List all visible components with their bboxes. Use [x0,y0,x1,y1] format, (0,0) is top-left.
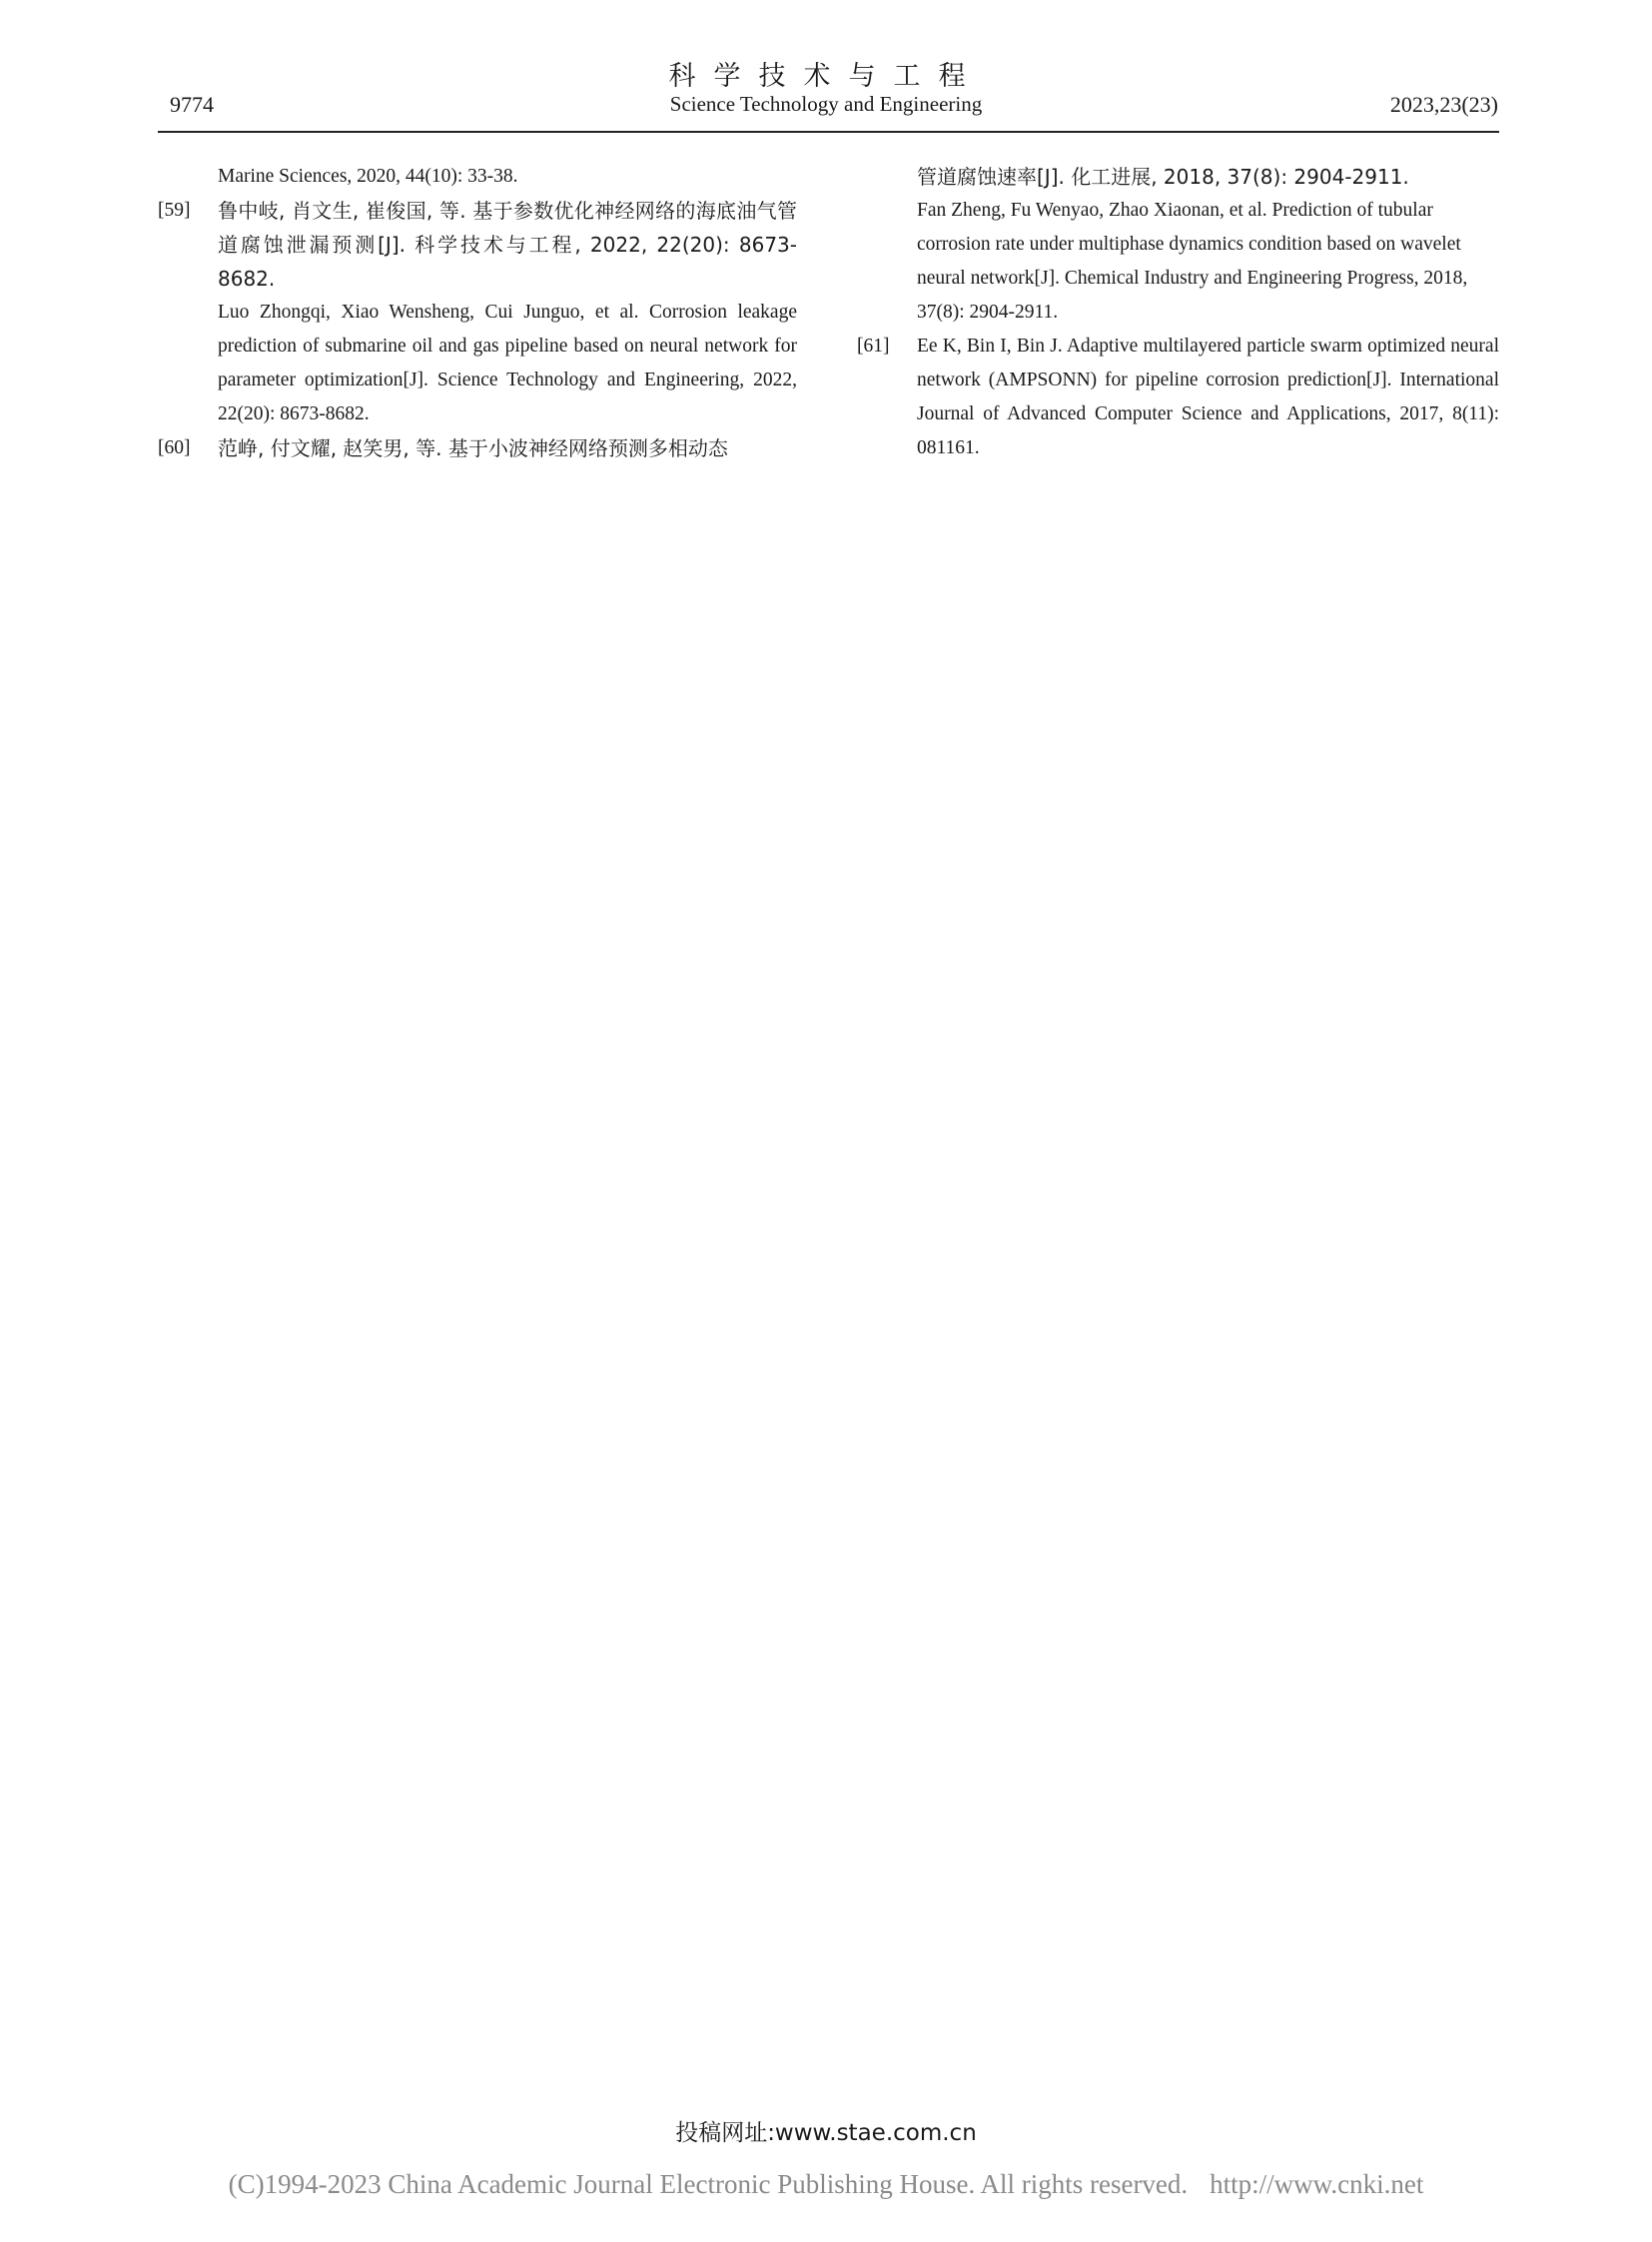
header-divider [158,131,1499,133]
reference-number: [60] [158,437,191,458]
reference-text-en: Fan Zheng, Fu Wenyao, Zhao Xiaonan, et al. Prediction of tubular corrosion rate under multiphase dynamics condition based on wavelet neural network[J]. Chemical Industry and Engineering Progress, 2018, 37(8): 2904-2911. [917,200,1468,323]
reference-text-cn: 管道腐蚀速率[J]. 化工进展, 2018, 37(8): 2904-2911. [917,165,1409,189]
reference-60 [158,431,797,465]
submission-url: 投稿网址:www.stae.com.cn [675,2120,977,2146]
journal-title-chinese: 科学技术与工程 [668,61,984,92]
page-number: 9774 [170,92,214,117]
reference-60-continuation [917,160,1499,330]
reference-text-en: Luo Zhongqi, Xiao Wensheng, Cui Junguo, et al. Corrosion leakage prediction of submarine oil and gas pipeline based on neural network for parameter optimization[J]. Science Technology and Engineering, 2022, 22(20): 8673-8682. [218,302,797,424]
copyright-text: (C)1994-2023 China Academic Journal Electronic Publishing House. All rights reserved. [228,2169,1189,2199]
left-column [158,160,797,465]
reference-text-cn: 范峥, 付文耀, 赵笑男, 等. 基于小波神经网络预测多相动态 [218,436,728,460]
journal-title-english: Science Technology and Engineering [669,92,983,116]
reference-59 [158,194,797,431]
reference-61 [857,330,1499,465]
reference-number: [61] [857,336,890,357]
reference-number: [59] [158,200,191,221]
issue-number: 2023,23(23) [1389,92,1498,117]
cnki-link[interactable]: http://www.cnki.net [1210,2169,1424,2199]
reference-text-cn: 鲁中岐, 肖文生, 崔俊国, 等. 基于参数优化神经网络的海底油气管道腐蚀泄漏预测[J]. 科学技术与工程, 2022, 22(20): 8673-8682. [218,199,797,291]
reference-continuation [218,160,797,194]
reference-text-en: Ee K, Bin I, Bin J. Adaptive multilayered particle swarm optimized neural network (AMPSONN) for pipeline corrosion prediction[J]. International Journal of Advanced Computer Science and Applications, 2017, 8(11): 081161. [917,336,1499,458]
copyright-notice [0,2169,1652,2200]
right-column [857,160,1499,465]
reference-text-en: Marine Sciences, 2020, 44(10): 33-38. [218,166,518,187]
